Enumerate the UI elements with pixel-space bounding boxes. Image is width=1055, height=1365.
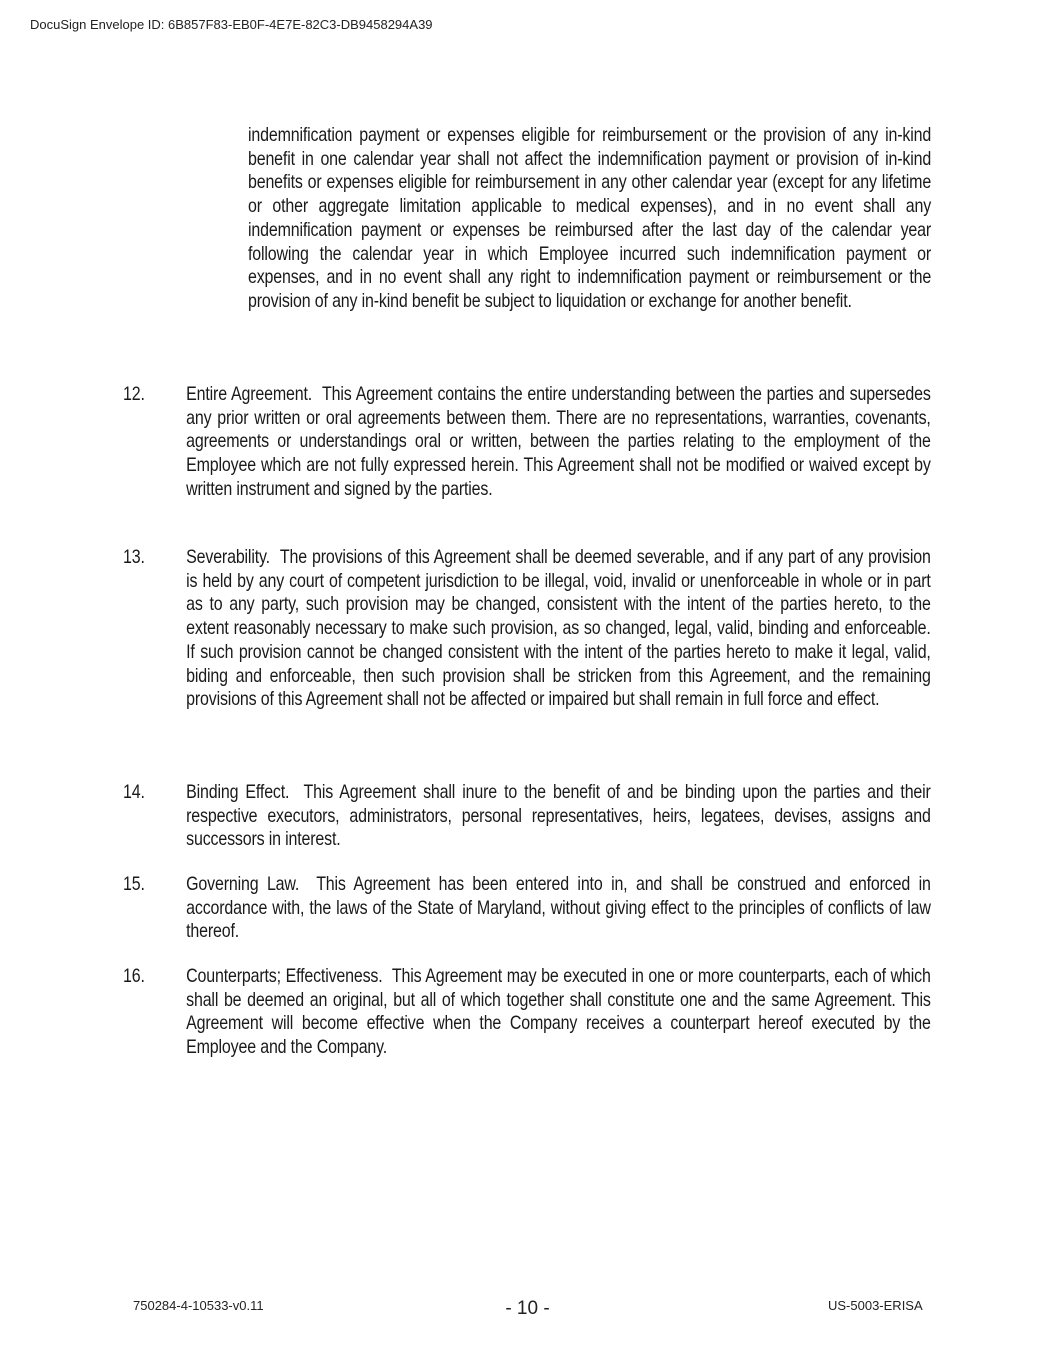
- section-body: [186, 873, 931, 944]
- section-number: 14.: [123, 781, 145, 803]
- section-heading: Governing Law.: [186, 873, 300, 895]
- footer-document-id: 750284-4-10533-v0.11: [133, 1298, 264, 1313]
- section-body: [186, 383, 931, 502]
- section-text: The provisions of this Agreement shall be deemed severable, and if any part of any provision is held by any court of competent jurisdiction to be illegal, void, invalid or unenforceable in whole or in part as to any party, such provision may be changed, consistent with the intent of the parties hereto, to the extent reasonably necessary to make such provision, as so changed, legal, valid, binding and enforceable. If such provision cannot be changed consistent with the intent of the parties hereto to make it legal, valid, biding and enforceable, then such provision shall be stricken from this Agreement, and the remaining provisions of this Agreement shall not be affected or impaired but shall remain in full force and effect.: [186, 546, 931, 711]
- section-text: This Agreement may be executed in one or more counterparts, each of which shall be deemed an original, but all of which together shall constitute one and the same Agreement. This Agreement will become effective when the Company receives a counterpart hereof executed by the Employee and the Company.: [186, 965, 931, 1059]
- continued-paragraph: [248, 124, 931, 314]
- section-heading: Counterparts; Effectiveness.: [186, 965, 383, 987]
- section-heading: Severability.: [186, 546, 270, 568]
- section-heading: Entire Agreement.: [186, 383, 313, 405]
- section-number: 15.: [123, 873, 145, 895]
- section-number: 13.: [123, 546, 145, 568]
- section-16-counterparts: [123, 965, 931, 1060]
- continued-paragraph-text: indemnification payment or expenses eligible for reimbursement or the provision of any in-kind benefit in one calendar year shall not affect the indemnification payment or provision of in-kind benefits or expenses eligible for reimbursement in any other calendar year (except for any lifetime or other aggregate limitation applicable to medical expenses), and in no event shall any indemnification payment or expenses be reimbursed after the last day of the calendar year following the calendar year in which Employee incurred such indemnification payment or expenses, and in no event shall any right to indemnification payment or reimbursement or the provision of any in-kind benefit be subject to liquidation or exchange for another benefit.: [248, 124, 932, 312]
- section-13-severability: [123, 546, 931, 712]
- section-text: This Agreement contains the entire understanding between the parties and supersedes any prior written or oral agreements between them. There are no representations, warranties, covenants, agreements or understandings oral or written, between the parties relating to the employment of the Employee which are not fully expressed herein. This Agreement shall not be modified or waived except by written instrument and signed by the parties.: [186, 383, 931, 500]
- section-14-binding-effect: [123, 781, 931, 852]
- footer-code: US-5003-ERISA: [828, 1298, 923, 1313]
- section-heading: Binding Effect.: [186, 781, 290, 803]
- section-number: 12.: [123, 383, 145, 405]
- docusign-envelope-id: DocuSign Envelope ID: 6B857F83-EB0F-4E7E-82C3-DB9458294A39: [30, 17, 433, 32]
- section-text: This Agreement shall inure to the benefit of and be binding upon the parties and their respective executors, administrators, personal representatives, heirs, legatees, devises, assigns and successors in interest.: [186, 781, 931, 851]
- section-body: [186, 965, 931, 1060]
- section-text: This Agreement has been entered into in, and shall be construed and enforced in accordance with, the laws of the State of Maryland, without giving effect to the principles of conflicts of law thereof.: [186, 873, 931, 943]
- footer-page-number: - 10 -: [505, 1298, 550, 1319]
- section-body: [186, 546, 931, 712]
- section-body: [186, 781, 931, 852]
- section-number: 16.: [123, 965, 145, 987]
- section-12-entire-agreement: [123, 383, 931, 502]
- section-15-governing-law: [123, 873, 931, 944]
